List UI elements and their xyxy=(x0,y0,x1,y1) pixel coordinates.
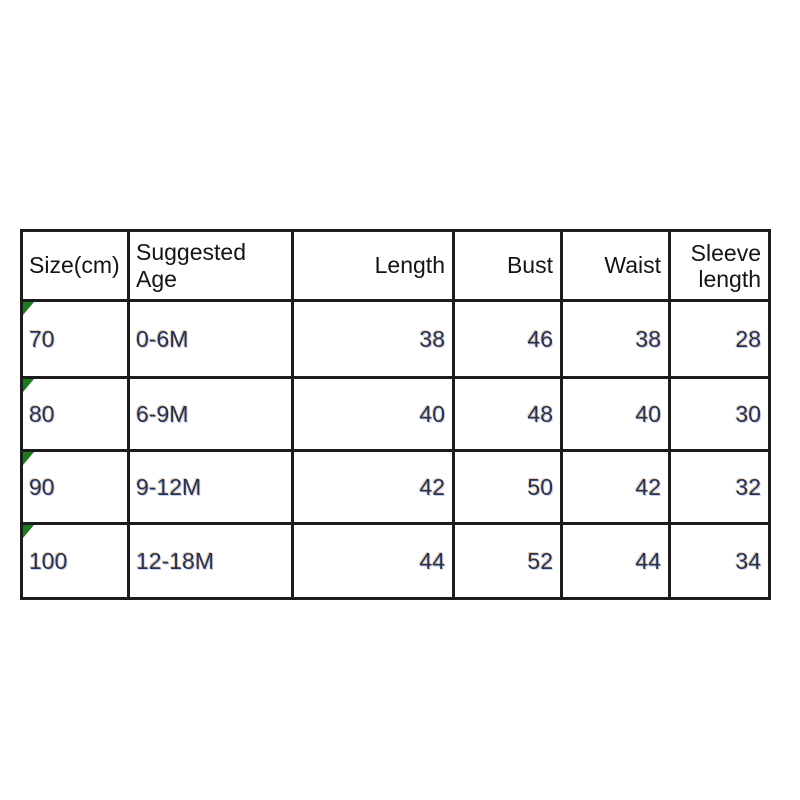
cell-sleeve: 34 xyxy=(670,524,770,599)
cell-age: 9-12M xyxy=(129,451,293,524)
cell-value: 100 xyxy=(29,547,68,574)
header-size-cm: Size(cm) xyxy=(22,231,129,301)
size-chart-table xyxy=(20,229,771,600)
table-row-size-100 xyxy=(22,524,770,599)
cell-size xyxy=(22,301,129,378)
cell-value: 80 xyxy=(29,400,55,427)
cell-sleeve: 30 xyxy=(670,378,770,451)
cell-age: 12-18M xyxy=(129,524,293,599)
cell-size xyxy=(22,378,129,451)
cell-waist: 42 xyxy=(562,451,670,524)
header-row xyxy=(22,231,770,301)
cell-value: 90 xyxy=(29,473,55,500)
cell-waist: 40 xyxy=(562,378,670,451)
error-flag-icon xyxy=(23,302,34,315)
cell-bust: 52 xyxy=(454,524,562,599)
header-waist: Waist xyxy=(562,231,670,301)
cell-value: 70 xyxy=(29,325,55,352)
cell-length: 38 xyxy=(293,301,454,378)
cell-length: 44 xyxy=(293,524,454,599)
cell-sleeve: 32 xyxy=(670,451,770,524)
cell-size xyxy=(22,524,129,599)
header-suggested-age: Suggested Age xyxy=(129,231,293,301)
cell-bust: 46 xyxy=(454,301,562,378)
error-flag-icon xyxy=(23,452,34,465)
header-sleeve-length: Sleeve length xyxy=(670,231,770,301)
header-bust: Bust xyxy=(454,231,562,301)
error-flag-icon xyxy=(23,379,34,392)
cell-age: 6-9M xyxy=(129,378,293,451)
table-row-size-80 xyxy=(22,378,770,451)
cell-sleeve: 28 xyxy=(670,301,770,378)
cell-waist: 38 xyxy=(562,301,670,378)
table-row-size-90 xyxy=(22,451,770,524)
cell-size xyxy=(22,451,129,524)
cell-bust: 48 xyxy=(454,378,562,451)
cell-length: 42 xyxy=(293,451,454,524)
table-row-size-70 xyxy=(22,301,770,378)
cell-age: 0-6M xyxy=(129,301,293,378)
header-length: Length xyxy=(293,231,454,301)
cell-waist: 44 xyxy=(562,524,670,599)
error-flag-icon xyxy=(23,525,34,538)
cell-bust: 50 xyxy=(454,451,562,524)
cell-length: 40 xyxy=(293,378,454,451)
